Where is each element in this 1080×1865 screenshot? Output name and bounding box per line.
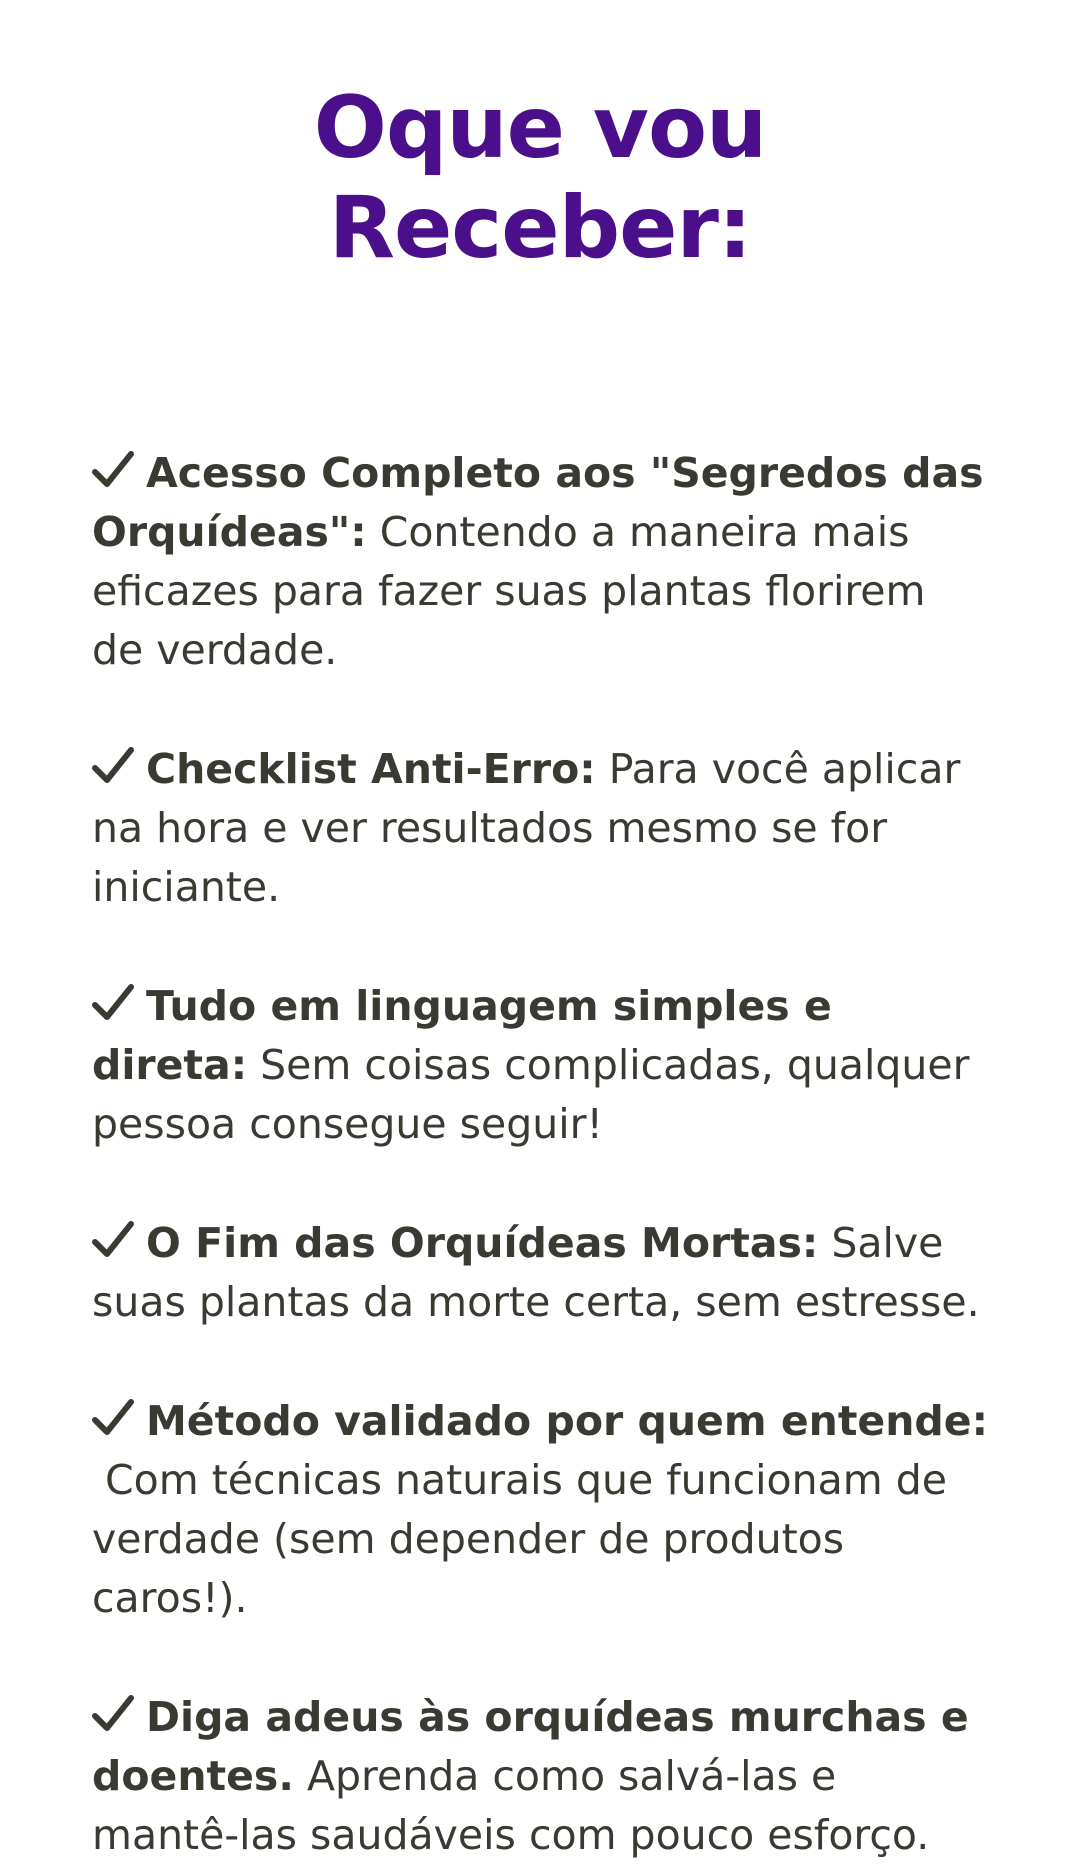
check-mark-icon xyxy=(92,1397,134,1439)
benefit-title: O Fim das Orquídeas Mortas: xyxy=(146,1219,819,1267)
benefit-description: Aprenda como salvá-las e mantê-las saudáveis com pouco esforço. xyxy=(92,1752,930,1859)
benefit-description: Salve suas plantas da morte certa, sem estresse. xyxy=(92,1219,980,1326)
benefit-item xyxy=(92,740,988,917)
benefits-list xyxy=(92,444,988,1865)
benefit-description: Contendo a maneira mais eficazes para fazer suas plantas florirem de verdade. xyxy=(92,508,926,674)
benefit-item xyxy=(92,1214,988,1332)
check-mark-icon xyxy=(92,1219,134,1261)
check-mark-icon xyxy=(92,982,134,1024)
check-mark-icon xyxy=(92,449,134,491)
benefit-title: Método validado por quem entende: xyxy=(146,1397,988,1445)
benefit-title: Tudo em linguagem simples e direta: xyxy=(92,982,832,1089)
benefit-title: Checklist Anti-Erro: xyxy=(146,745,596,793)
benefit-item xyxy=(92,1392,988,1628)
benefit-title: Diga adeus às orquídeas murchas e doentes. xyxy=(92,1693,969,1800)
check-mark-icon xyxy=(92,745,134,787)
benefit-item xyxy=(92,1688,988,1865)
benefit-description: Para você aplicar na hora e ver resultados mesmo se for iniciante. xyxy=(92,745,961,911)
benefit-title: Acesso Completo aos "Segredos das Orquídeas": xyxy=(92,449,984,556)
benefit-description: Sem coisas complicadas, qualquer pessoa consegue seguir! xyxy=(92,1041,970,1148)
benefit-item xyxy=(92,444,988,680)
benefit-item xyxy=(92,977,988,1154)
page-title: Oque vou Receber: xyxy=(313,78,767,278)
benefit-description: Com técnicas naturais que funcionam de verdade (sem depender de produtos caros!). xyxy=(92,1456,947,1622)
check-mark-icon xyxy=(92,1693,134,1735)
